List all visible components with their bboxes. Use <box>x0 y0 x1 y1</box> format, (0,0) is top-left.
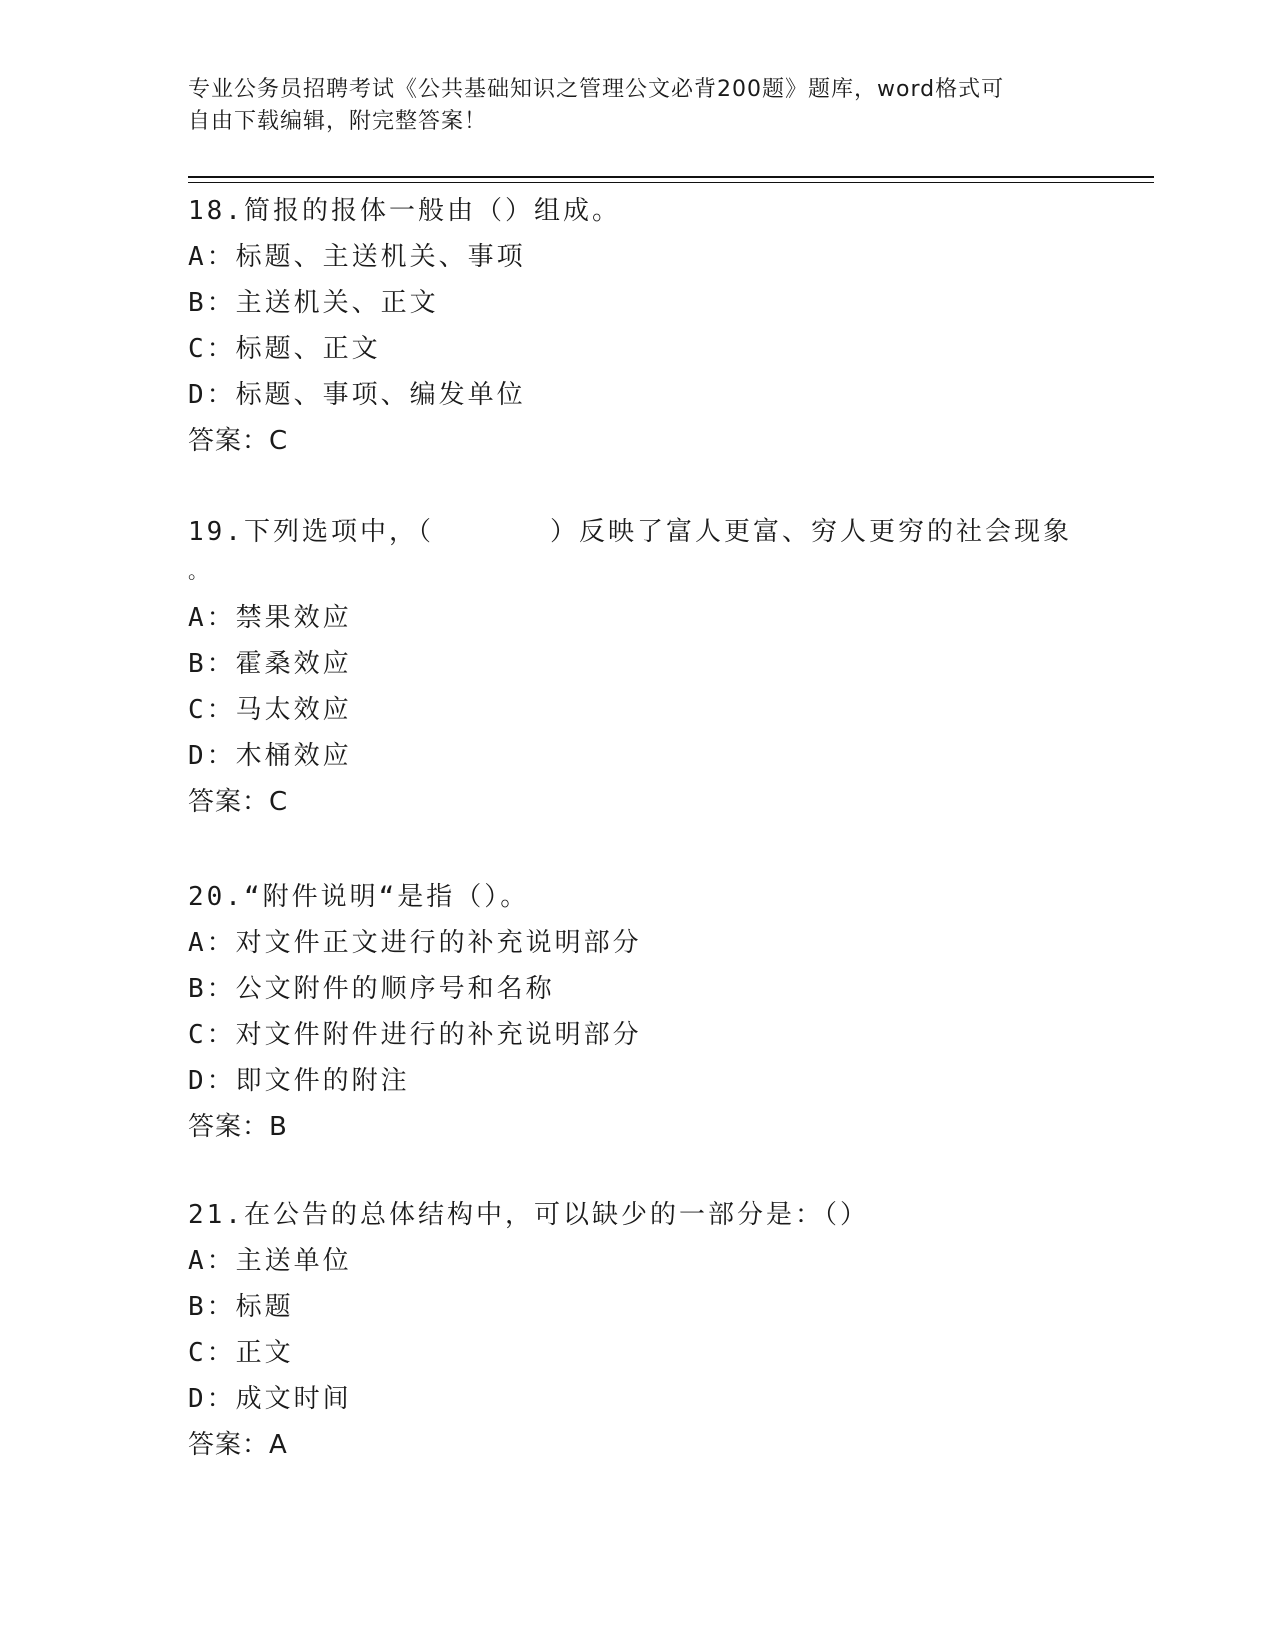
option-b: B：主送机关、正文 <box>188 288 439 318</box>
option-d: D：木桶效应 <box>188 741 352 771</box>
answer: 答案：C <box>188 426 289 456</box>
option-c: C：对文件附件进行的补充说明部分 <box>188 1020 642 1050</box>
option-b: B：霍桑效应 <box>188 649 352 679</box>
question-stem: 20.“附件说明“是指（）。 <box>188 882 530 912</box>
option-a: A：禁果效应 <box>188 603 352 633</box>
question-18 <box>188 188 1088 464</box>
question-20 <box>188 874 1088 1150</box>
option-d: D：成文时间 <box>188 1384 352 1414</box>
header-divider-thin <box>188 182 1154 183</box>
document-header <box>188 74 1068 138</box>
question-stem-tail: 。 <box>188 559 211 583</box>
option-d: D：标题、事项、编发单位 <box>188 380 526 410</box>
option-c: C：标题、正文 <box>188 334 381 364</box>
answer: 答案：A <box>188 1430 288 1460</box>
answer: 答案：B <box>188 1112 288 1142</box>
option-a: A：主送单位 <box>188 1246 352 1276</box>
question-21 <box>188 1192 1088 1468</box>
option-b: B：公文附件的顺序号和名称 <box>188 974 555 1004</box>
option-c: C：马太效应 <box>188 695 352 725</box>
question-19 <box>188 509 1088 825</box>
option-c: C：正文 <box>188 1338 294 1368</box>
option-a: A：对文件正文进行的补充说明部分 <box>188 928 642 958</box>
answer: 答案：C <box>188 787 289 817</box>
option-b: B：标题 <box>188 1292 294 1322</box>
question-stem: 21.在公告的总体结构中，可以缺少的一部分是：（） <box>188 1200 869 1230</box>
question-stem: 18.简报的报体一般由（）组成。 <box>188 196 621 226</box>
header-line-2: 自由下载编辑，附完整答案！ <box>188 109 488 134</box>
option-d: D：即文件的附注 <box>188 1066 410 1096</box>
header-divider-thick <box>188 176 1154 178</box>
question-stem: 19.下列选项中，（ ）反映了富人更富、穷人更穷的社会现象 <box>188 517 1072 547</box>
option-a: A：标题、主送机关、事项 <box>188 242 526 272</box>
header-line-1: 专业公务员招聘考试《公共基础知识之管理公文必背200题》题库，word格式可 <box>188 77 1005 102</box>
